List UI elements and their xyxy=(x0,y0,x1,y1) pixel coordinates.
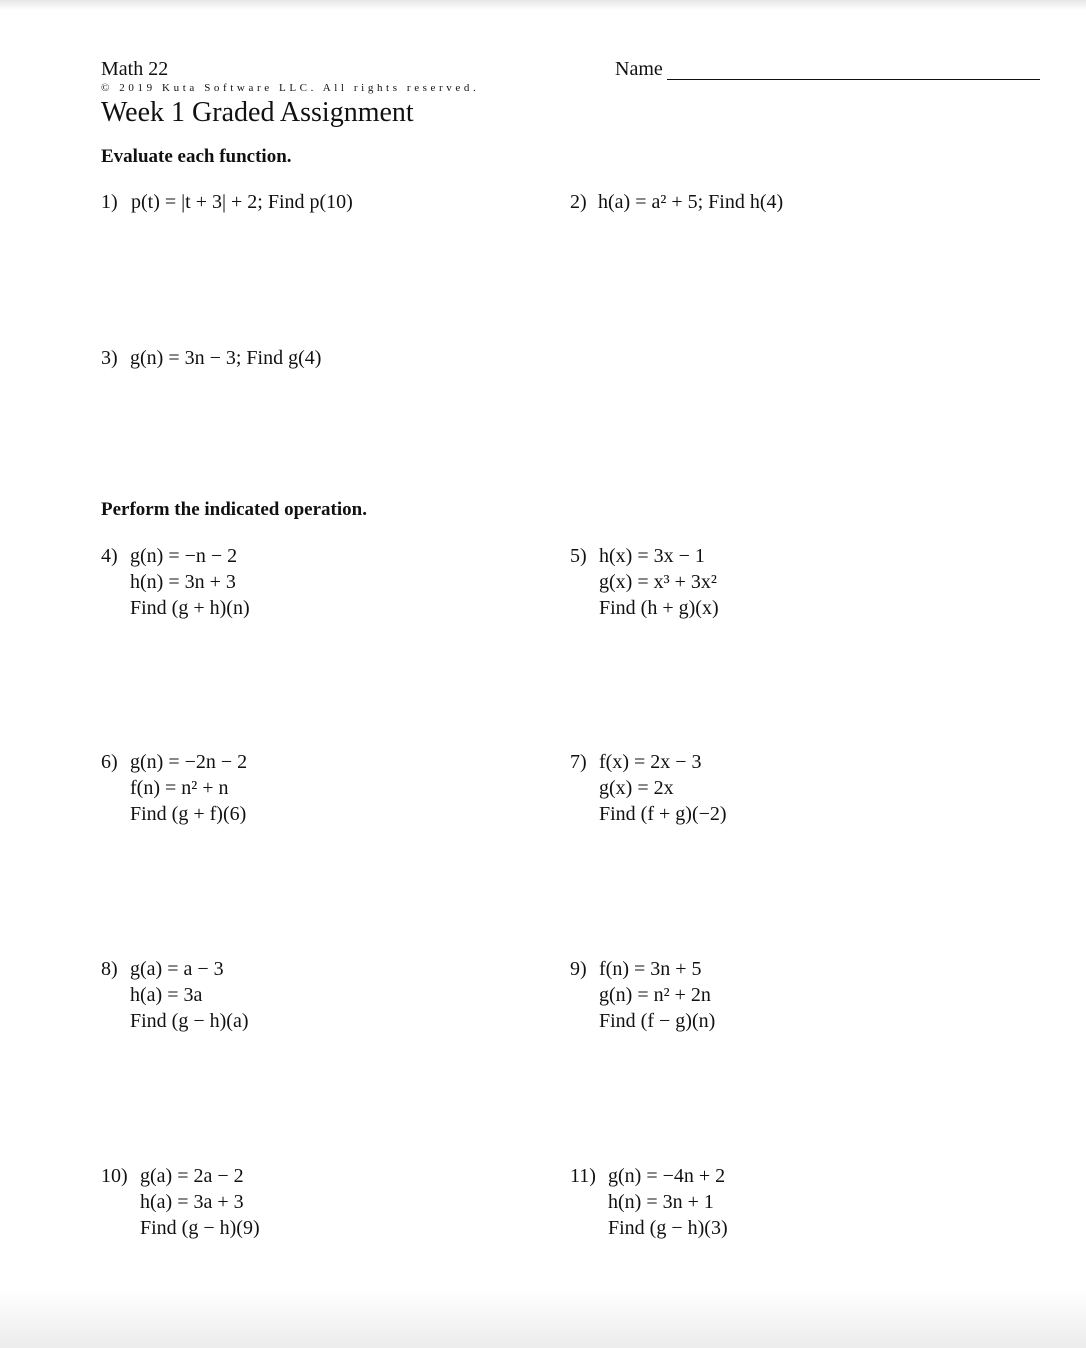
problem-line: Find (g + h)(n) xyxy=(130,597,250,619)
problem-line: g(n) = 3n − 3; Find g(4) xyxy=(130,347,322,369)
problem-number: 6) xyxy=(101,751,118,773)
problem-4 xyxy=(101,543,250,621)
problem-6 xyxy=(101,749,248,827)
problem-2 xyxy=(570,189,784,215)
problem-line: g(n) = −4n + 2 xyxy=(608,1165,726,1187)
problem-number: 1) xyxy=(101,191,118,213)
problem-line: Find (g − h)(a) xyxy=(130,1010,249,1032)
problem-line: Find (f − g)(n) xyxy=(599,1010,716,1032)
problem-line: h(a) = 3a + 3 xyxy=(140,1191,244,1213)
problem-number: 10) xyxy=(101,1165,128,1187)
problem-line: g(x) = x³ + 3x² xyxy=(599,571,717,593)
problem-line: Find (g − h)(9) xyxy=(140,1217,260,1239)
problem-line: h(n) = 3n + 3 xyxy=(130,571,236,593)
problem-line: Find (h + g)(x) xyxy=(599,597,719,619)
problem-line: g(n) = n² + 2n xyxy=(599,984,711,1006)
problem-5 xyxy=(570,543,719,621)
problem-10 xyxy=(101,1163,260,1241)
problem-line: h(a) = 3a xyxy=(130,984,203,1006)
problem-number: 11) xyxy=(570,1165,596,1187)
problem-number: 7) xyxy=(570,751,587,773)
problem-1 xyxy=(101,189,353,215)
problem-line: Find (g − h)(3) xyxy=(608,1217,728,1239)
problem-line: p(t) = |t + 3| + 2; Find p(10) xyxy=(131,191,353,213)
worksheet-title: Week 1 Graded Assignment xyxy=(101,97,414,128)
problem-line: g(n) = −2n − 2 xyxy=(130,751,248,773)
problem-line: Find (f + g)(−2) xyxy=(599,803,727,825)
page-top-shadow xyxy=(0,0,1086,10)
problem-line: f(n) = n² + n xyxy=(130,777,229,799)
problem-number: 8) xyxy=(101,958,118,980)
problem-line: g(n) = −n − 2 xyxy=(130,545,238,567)
problem-line: h(x) = 3x − 1 xyxy=(599,545,705,567)
problem-line: g(x) = 2x xyxy=(599,777,674,799)
name-label: Name xyxy=(615,58,663,80)
problem-number: 9) xyxy=(570,958,587,980)
problem-7 xyxy=(570,749,727,827)
problem-11 xyxy=(570,1163,728,1241)
problem-line: h(n) = 3n + 1 xyxy=(608,1191,714,1213)
problem-line: g(a) = a − 3 xyxy=(130,958,224,980)
problem-number: 4) xyxy=(101,545,118,567)
problem-9 xyxy=(570,956,716,1034)
problem-8 xyxy=(101,956,249,1034)
problem-number: 5) xyxy=(570,545,587,567)
copyright-notice: © 2019 Kuta Software LLC. All rights reserved. xyxy=(101,82,480,94)
problem-3 xyxy=(101,345,322,371)
problem-line: g(a) = 2a − 2 xyxy=(140,1165,244,1187)
problem-number: 3) xyxy=(101,347,118,369)
section-heading-perform: Perform the indicated operation. xyxy=(101,499,367,520)
name-blank-line xyxy=(667,79,1040,80)
page-bottom-shadow xyxy=(0,1290,1086,1348)
problem-line: h(a) = a² + 5; Find h(4) xyxy=(598,191,784,213)
problem-line: Find (g + f)(6) xyxy=(130,803,247,825)
problem-line: f(x) = 2x − 3 xyxy=(599,751,702,773)
problem-line: f(n) = 3n + 5 xyxy=(599,958,702,980)
section-heading-evaluate: Evaluate each function. xyxy=(101,146,292,167)
course-name: Math 22 xyxy=(101,58,169,80)
problem-number: 2) xyxy=(570,191,587,213)
